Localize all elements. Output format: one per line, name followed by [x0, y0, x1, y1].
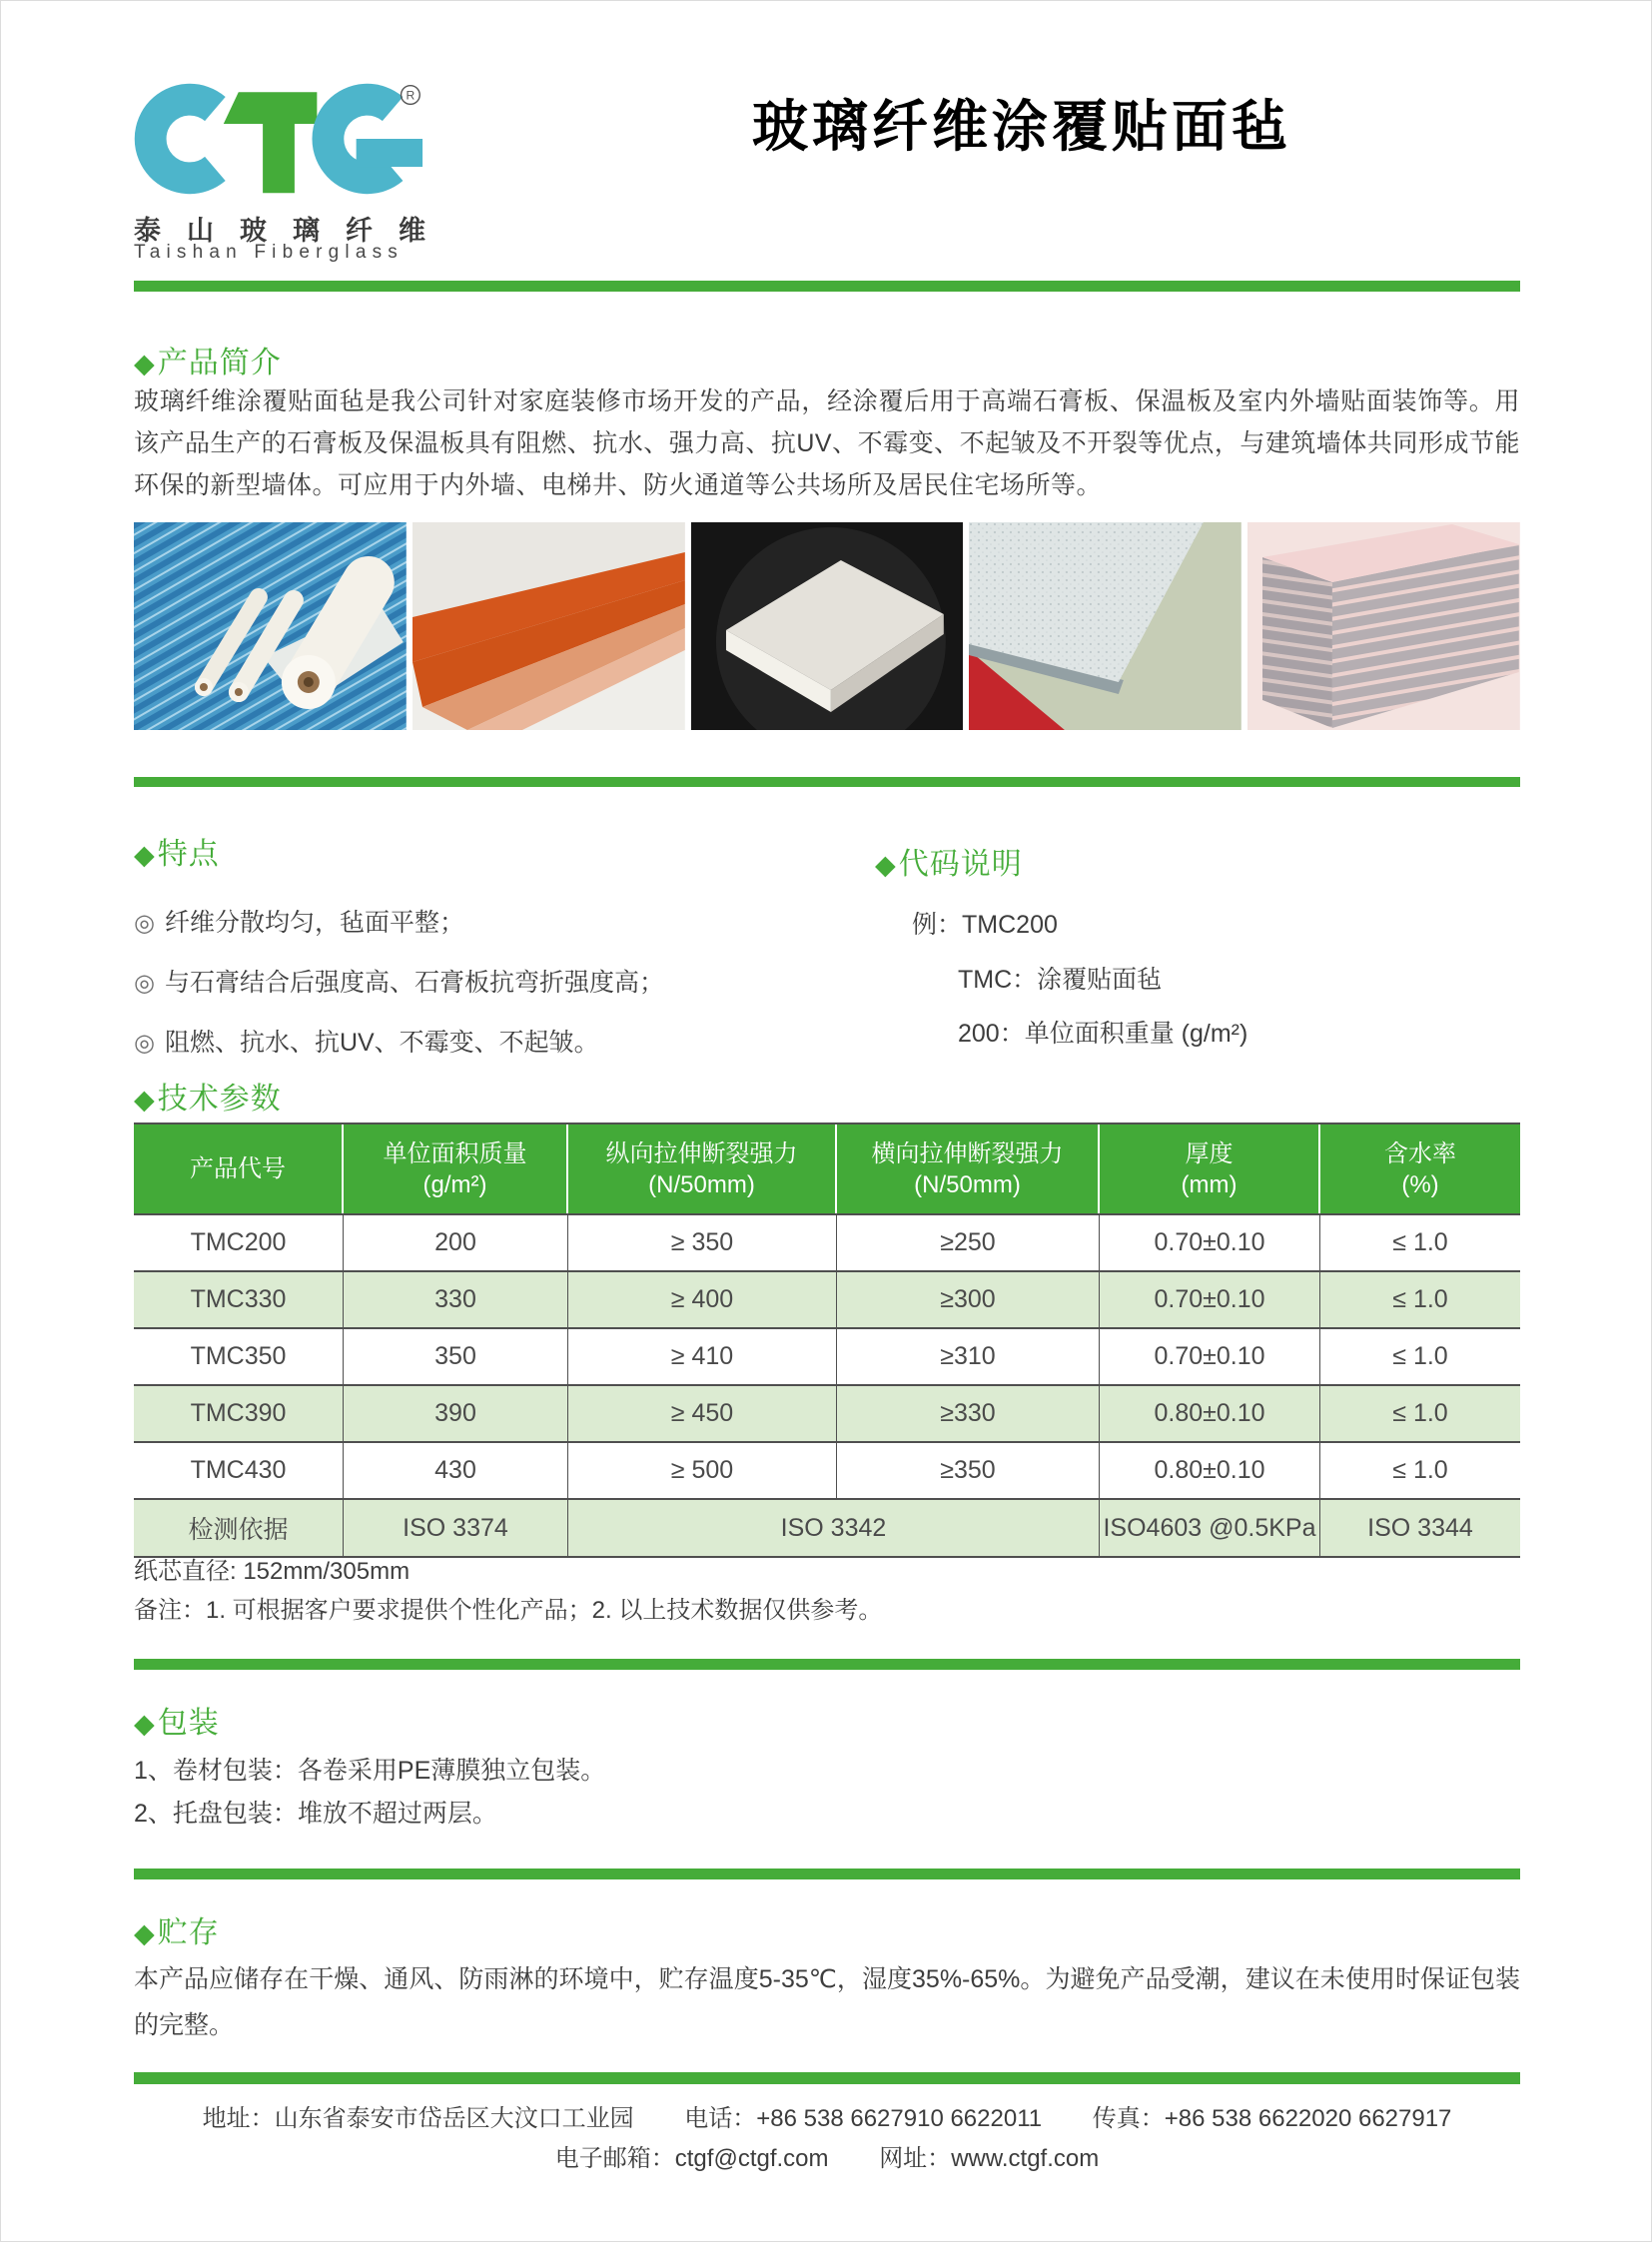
- cell-md-strength: ≥ 400: [568, 1272, 837, 1327]
- ctg-logo-graphic: [134, 79, 423, 199]
- cell-area-weight: 350: [344, 1329, 568, 1384]
- cell-thickness: 0.70±0.10: [1100, 1329, 1320, 1384]
- cell-test-basis: ISO 3374: [344, 1500, 568, 1556]
- code-example-value: TMC200: [962, 911, 1058, 939]
- product-photo-mat-rolls: [134, 522, 407, 730]
- cell-thickness: 0.80±0.10: [1100, 1443, 1320, 1498]
- section-heading-features: [134, 838, 220, 872]
- diamond-icon: ◆: [134, 1918, 156, 1948]
- feature-text: 纤维分散均匀，毡面平整；: [164, 909, 464, 937]
- packaging-item: 2、托盘包装：堆放不超过两层。: [134, 1800, 497, 1828]
- code-weight-value: 单位面积重量 (g/m²): [1024, 1020, 1248, 1048]
- tech-heading-label: 技术参数: [157, 1083, 282, 1116]
- feature-text: 与石膏结合后强度高、石膏板抗弯折强度高；: [164, 969, 664, 997]
- ctg-logo: [134, 79, 423, 199]
- tech-parameters-table: [134, 1122, 1520, 1558]
- cell-thickness: 0.80±0.10: [1100, 1386, 1320, 1441]
- cell-area-weight: 330: [344, 1272, 568, 1327]
- feature-item: [134, 1023, 599, 1059]
- table-test-basis-row: [134, 1498, 1520, 1556]
- cell-thickness: 0.70±0.10: [1100, 1272, 1320, 1327]
- product-photo-fanned-boards: [413, 522, 685, 730]
- cell-md-strength: ≥ 500: [568, 1443, 837, 1498]
- cell-moisture: ≤ 1.0: [1392, 1399, 1448, 1427]
- brand-name-en: Taishan Fiberglass: [134, 242, 405, 263]
- diamond-icon: ◆: [134, 349, 156, 378]
- cell-md-strength: ≥ 450: [568, 1386, 837, 1441]
- cell-product-code: TMC330: [134, 1272, 344, 1327]
- circle-bullet-icon: ◎: [134, 1030, 155, 1057]
- cell-product-code: TMC390: [134, 1386, 344, 1441]
- cell-product-code: TMC350: [134, 1329, 344, 1384]
- section-divider-1: [134, 777, 1520, 787]
- packaging-heading-label: 包装: [157, 1707, 220, 1740]
- cell-md-strength: ≥ 350: [568, 1215, 837, 1270]
- diamond-icon: ◆: [875, 850, 897, 880]
- feature-item: [134, 963, 664, 999]
- table-row: [134, 1327, 1520, 1384]
- cell-area-weight: 200: [344, 1215, 568, 1270]
- cell-moisture: ≤ 1.0: [1392, 1342, 1448, 1370]
- logo-letter-t: [224, 92, 318, 193]
- cell-moisture: ≤ 1.0: [1392, 1228, 1448, 1256]
- table-row: [134, 1384, 1520, 1441]
- product-photo-textured-panel: [969, 522, 1241, 730]
- section-divider-3: [134, 1868, 1520, 1879]
- circle-bullet-icon: ◎: [134, 910, 155, 937]
- footer-address: 地址：山东省泰安市岱岳区大汶口工业园: [202, 2105, 634, 2132]
- features-heading-label: 特点: [157, 838, 220, 871]
- code-tmc-value: 涂覆贴面毡: [1037, 966, 1163, 994]
- diamond-icon: ◆: [134, 840, 156, 870]
- cell-test-basis: ISO4603 @0.5KPa: [1100, 1500, 1320, 1556]
- footer-divider: [134, 2072, 1520, 2084]
- section-heading-packaging: [134, 1707, 220, 1741]
- column-header: 单位面积质量 (g/m²): [344, 1124, 568, 1213]
- storage-heading-label: 贮存: [157, 1916, 220, 1949]
- column-header: 厚度 (mm): [1100, 1124, 1320, 1213]
- footer-website: 网址：www.ctgf.com: [879, 2145, 1100, 2172]
- cell-test-basis-merged: ISO 3342: [568, 1500, 1100, 1556]
- storage-paragraph: 本产品应储存在干燥、通风、防雨淋的环境中，贮存温度5-35℃，湿度35%-65%。为避免产品受潮，建议在未使用时保证包装的完整。: [134, 1965, 1520, 2039]
- product-photo-board-corner: [691, 522, 964, 730]
- page-title: 玻璃纤维涂覆贴面毡: [752, 95, 1291, 158]
- cell-cd-strength: ≥250: [837, 1215, 1100, 1270]
- footer-fax: 传真：+86 538 6622020 6627917: [1092, 2105, 1452, 2132]
- circle-bullet-icon: ◎: [134, 970, 155, 997]
- column-header: 产品代号: [134, 1124, 344, 1213]
- column-header: 含水率 (%): [1384, 1139, 1456, 1198]
- cell-test-basis: ISO 3344: [1367, 1513, 1473, 1542]
- code-example-label: 例：: [912, 911, 963, 939]
- column-header: 纵向拉伸断裂强力 (N/50mm): [568, 1124, 837, 1213]
- section-heading-tech: [134, 1083, 282, 1117]
- section-divider-2: [134, 1659, 1520, 1670]
- cell-md-strength: ≥ 410: [568, 1329, 837, 1384]
- cell-area-weight: 430: [344, 1443, 568, 1498]
- logo-letter-c: [151, 100, 216, 179]
- cell-thickness: 0.70±0.10: [1100, 1215, 1320, 1270]
- table-row: [134, 1213, 1520, 1270]
- diamond-icon: ◆: [134, 1085, 156, 1115]
- table-header-row: [134, 1122, 1520, 1213]
- cell-test-basis-label: 检测依据: [134, 1500, 344, 1556]
- cell-cd-strength: ≥350: [837, 1443, 1100, 1498]
- footer-email: 电子邮箱：ctgf@ctgf.com: [554, 2145, 829, 2172]
- diamond-icon: ◆: [134, 1709, 156, 1739]
- logo-g-bar: [357, 139, 422, 167]
- section-heading-code-legend: [875, 848, 1023, 882]
- code-legend-heading-label: 代码说明: [898, 848, 1023, 881]
- brand-name-cn: 泰山玻璃纤维: [134, 216, 451, 246]
- code-tmc-line: [958, 960, 1162, 996]
- cell-moisture: ≤ 1.0: [1392, 1285, 1448, 1313]
- registered-mark-letter: R: [406, 88, 415, 103]
- intro-paragraph: 玻璃纤维涂覆贴面毡是我公司针对家庭装修市场开发的产品，经涂覆后用于高端石膏板、保温板及室内外墙贴面装饰等。用该产品生产的石膏板及保温板具有阻燃、抗水、强力高、抗UV、不霉变、不起皱及不开裂等优点，与建筑墙体共同形成节能环保的新型墙体。可应用于内外墙、电梯井、防火通道等公共场所及居民住宅场所等。: [134, 387, 1520, 499]
- cell-product-code: TMC200: [134, 1215, 344, 1270]
- note-remark: 备注：1. 可根据客户要求提供个性化产品；2. 以上技术数据仅供参考。: [134, 1597, 883, 1624]
- intro-heading-label: 产品简介: [157, 347, 282, 379]
- section-heading-intro: [134, 347, 282, 380]
- cell-product-code: TMC430: [134, 1443, 344, 1498]
- cell-moisture: ≤ 1.0: [1392, 1456, 1448, 1484]
- footer-telephone: 电话：+86 538 6627910 6622011: [684, 2105, 1043, 2132]
- table-row: [134, 1270, 1520, 1327]
- product-photo-board-stack: [1247, 522, 1520, 730]
- cell-cd-strength: ≥330: [837, 1386, 1100, 1441]
- header-divider: [134, 281, 1520, 292]
- feature-text: 阻燃、抗水、抗UV、不霉变、不起皱。: [164, 1029, 599, 1057]
- section-heading-storage: [134, 1916, 220, 1950]
- footer-web-line: [134, 2138, 1520, 2173]
- packaging-item: 1、卷材包装：各卷采用PE薄膜独立包装。: [134, 1757, 606, 1785]
- cell-area-weight: 390: [344, 1386, 568, 1441]
- note-core-diameter: 纸芯直径: 152mm/305mm: [134, 1558, 411, 1585]
- feature-item: [134, 903, 464, 939]
- code-weight-key: 200：: [958, 1020, 1025, 1048]
- code-tmc-key: TMC：: [958, 966, 1038, 994]
- column-header: 横向拉伸断裂强力 (N/50mm): [837, 1124, 1100, 1213]
- cell-cd-strength: ≥310: [837, 1329, 1100, 1384]
- product-photo-strip: [134, 522, 1520, 730]
- cell-cd-strength: ≥300: [837, 1272, 1100, 1327]
- code-weight-line: [958, 1014, 1247, 1050]
- code-example-line: [912, 905, 1058, 941]
- footer-contact-line: [134, 2098, 1520, 2133]
- table-row: [134, 1441, 1520, 1498]
